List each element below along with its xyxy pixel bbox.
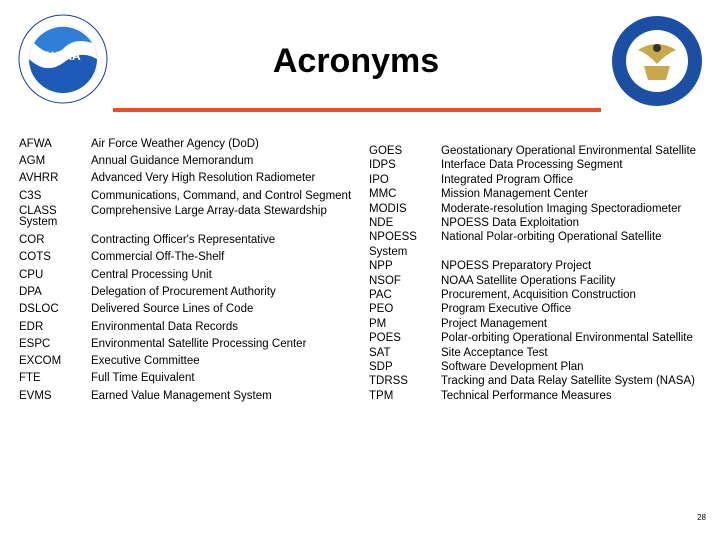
acronym: EDR <box>19 321 44 333</box>
acronym: COTS <box>19 251 51 263</box>
acronym: NDE <box>369 217 394 229</box>
acronym-definition: Annual Guidance Memorandum <box>91 155 254 167</box>
svg-text:NOAA: NOAA <box>45 49 81 63</box>
acronym: FTE <box>19 372 41 384</box>
acronym: EVMS <box>19 390 52 402</box>
acronym: System <box>19 216 58 228</box>
acronym: AVHRR <box>19 172 59 184</box>
acronym-definition: Comprehensive Large Array-data Stewardship <box>91 205 327 217</box>
acronym-definition: NOAA Satellite Operations Facility <box>441 275 616 287</box>
acronym: COR <box>19 234 45 246</box>
acronym-definition: Full Time Equivalent <box>91 372 195 384</box>
acronym: CPU <box>19 269 44 281</box>
acronym-definition: NPOESS Preparatory Project <box>441 260 592 272</box>
title-underline <box>113 108 601 112</box>
acronym-definition: Program Executive Office <box>441 303 572 315</box>
slide-title: Acronyms <box>272 42 440 80</box>
acronym-definition: Project Management <box>441 318 548 330</box>
acronym: NPP <box>369 260 393 272</box>
acronym: System <box>369 246 408 258</box>
acronym-definition: Contracting Officer's Representative <box>91 234 276 246</box>
acronym: DPA <box>19 286 42 298</box>
acronym-definition: Executive Committee <box>91 355 200 367</box>
acronym: IPO <box>369 174 389 186</box>
acronym-definition: National Polar-orbiting Operational Satellite <box>441 231 662 243</box>
acronym-definition: Commercial Off-The-Shelf <box>91 251 225 263</box>
acronym-definition: Mission Management Center <box>441 188 589 200</box>
acronym-definition: Air Force Weather Agency (DoD) <box>91 138 259 150</box>
acronym-definition: Technical Performance Measures <box>441 390 612 402</box>
acronym-definition: Delivered Source Lines of Code <box>91 303 254 315</box>
acronym: CLASS <box>19 205 57 217</box>
acronym: MMC <box>369 188 397 200</box>
acronym: TDRSS <box>369 375 408 387</box>
acronym: SAT <box>369 347 391 359</box>
acronym: SDP <box>369 361 393 373</box>
acronym-definition: Environmental Satellite Processing Center <box>91 338 307 350</box>
acronym-definition: Advanced Very High Resolution Radiometer <box>91 172 316 184</box>
acronym: NPOESS <box>369 231 417 243</box>
acronym-definition: Earned Value Management System <box>91 390 272 402</box>
acronym: TPM <box>369 390 394 402</box>
acronym-definition: Software Development Plan <box>441 361 584 373</box>
acronym: C3S <box>19 190 42 202</box>
acronym: AGM <box>19 155 46 167</box>
acronym: ESPC <box>19 338 51 350</box>
acronym-definition: Interface Data Processing Segment <box>441 159 623 171</box>
acronym: PAC <box>369 289 392 301</box>
acronym-definition: Moderate-resolution Imaging Spectoradiometer <box>441 203 682 215</box>
acronym-definition: Communications, Command, and Control Segment <box>91 190 352 202</box>
acronym-definition: Site Acceptance Test <box>441 347 548 359</box>
acronym-definition: Integrated Program Office <box>441 174 574 186</box>
acronym: MODIS <box>369 203 407 215</box>
acronym: POES <box>369 332 401 344</box>
acronym-definition: Delegation of Procurement Authority <box>91 286 276 298</box>
acronym: NSOF <box>369 275 401 287</box>
acronym-definition: Geostationary Operational Environmental Satellite <box>441 145 697 157</box>
acronym: EXCOM <box>19 355 62 367</box>
acronym: PEO <box>369 303 394 315</box>
acronym-definition: NPOESS Data Exploitation <box>441 217 580 229</box>
acronym-definition: Procurement, Acquisition Construction <box>441 289 636 301</box>
acronym-definition: Environmental Data Records <box>91 321 239 333</box>
acronym: IDPS <box>369 159 396 171</box>
page-number: 28 <box>697 513 706 522</box>
doc-seal <box>608 14 706 108</box>
acronym-definition: Tracking and Data Relay Satellite System (NASA) <box>441 375 695 387</box>
acronym: AFWA <box>19 138 52 150</box>
acronym: DSLOC <box>19 303 59 315</box>
acronym: GOES <box>369 145 403 157</box>
acronym-definition: Polar-orbiting Operational Environmental Satellite <box>441 332 693 344</box>
acronym: PM <box>369 318 387 330</box>
acronym-definition: Central Processing Unit <box>91 269 212 281</box>
